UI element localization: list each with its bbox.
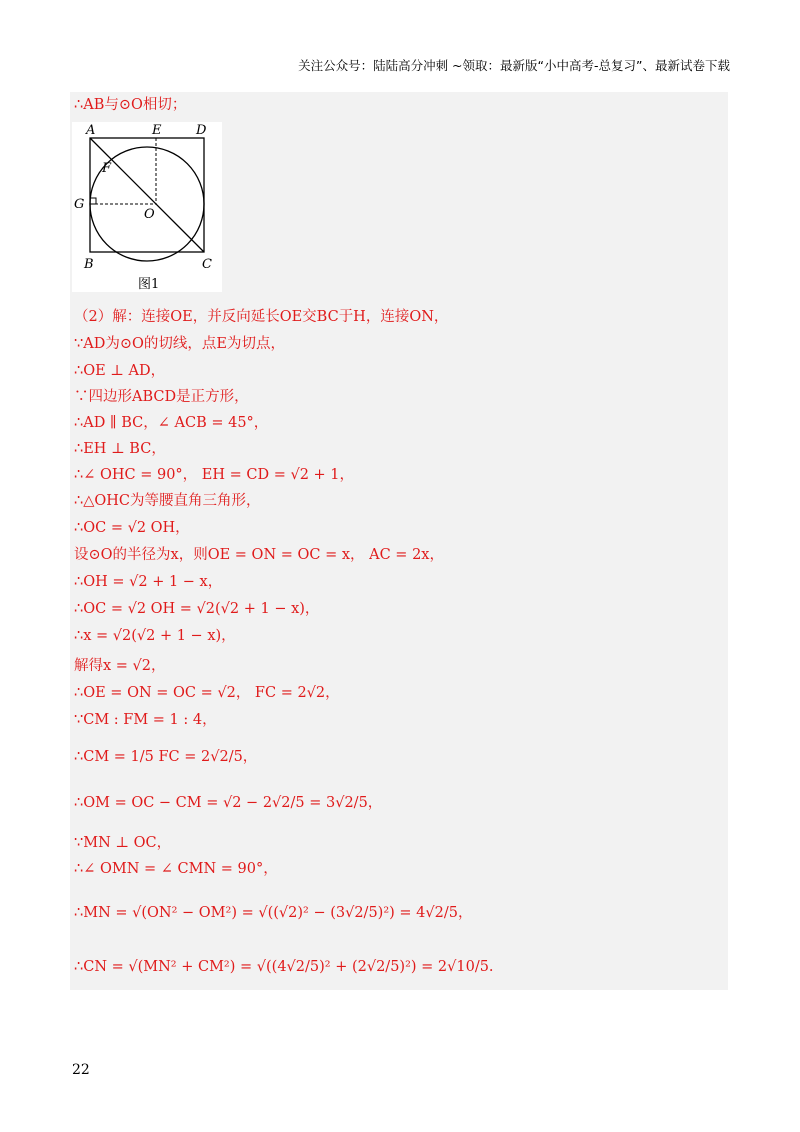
line-9: ∴△OHC为等腰直角三角形，: [74, 493, 261, 509]
line-14: ∴x = √2(√2 + 1 − x)，: [74, 628, 236, 644]
right-angle-mark: [90, 198, 96, 204]
line-4: ∴OE ⊥ AD，: [74, 363, 166, 379]
label-g: G: [74, 197, 85, 212]
line-8: ∴∠ OHC = 90°， EH = CD = √2 + 1，: [74, 467, 355, 483]
line-16: ∴OE = ON = OC = √2， FC = 2√2，: [74, 685, 340, 701]
label-b: B: [84, 257, 94, 272]
geometry-diagram: [72, 122, 222, 292]
label-f: F: [102, 161, 112, 176]
label-a: A: [86, 123, 96, 138]
label-d: D: [196, 123, 207, 138]
line-3: ∵AD为⊙O的切线，点E为切点，: [74, 336, 285, 352]
line-tangent: ∴AB与⊙O相切；: [74, 97, 187, 113]
line-11: 设⊙O的半径为x，则OE = ON = OC = x， AC = 2x，: [74, 547, 444, 563]
line-10: ∴OC = √2 OH，: [74, 520, 190, 536]
page-header: 关注公众号：陆陆高分冲刺 ~领取：最新版“小中高考-总复习”、最新试卷下载: [298, 58, 730, 73]
line-21: ∴∠ OMN = ∠ CMN = 90°，: [74, 861, 278, 877]
diagonal-ac: [90, 138, 204, 252]
line-2: （2）解：连接OE，并反向延长OE交BC于H，连接ON，: [74, 309, 449, 325]
line-20: ∵MN ⊥ OC，: [74, 835, 172, 851]
line-22: ∴MN = √(ON² − OM²) = √((√2)² − (3√2/5)²) = 4√2/5，: [74, 905, 473, 921]
line-13: ∴OC = √2 OH = √2(√2 + 1 − x)，: [74, 601, 320, 617]
line-17: ∵CM : FM = 1 : 4，: [74, 712, 217, 728]
label-c: C: [202, 257, 212, 272]
label-o: O: [144, 207, 155, 222]
line-5: ∵四边形ABCD是正方形，: [74, 389, 249, 405]
line-7: ∴EH ⊥ BC，: [74, 441, 166, 457]
line-15: 解得x = √2，: [74, 658, 166, 674]
label-e: E: [152, 123, 162, 138]
solution-block: [70, 92, 728, 990]
page-number: 22: [72, 1062, 90, 1078]
figure-caption: 图1: [138, 277, 160, 292]
line-12: ∴OH = √2 + 1 − x，: [74, 574, 223, 590]
line-23: ∴CN = √(MN² + CM²) = √((4√2/5)² + (2√2/5)²) = 2√10/5.: [74, 959, 494, 975]
line-6: ∴AD ∥ BC，∠ ACB = 45°，: [74, 415, 269, 431]
line-19: ∴OM = OC − CM = √2 − 2√2/5 = 3√2/5，: [74, 795, 383, 811]
figure-1: [72, 122, 222, 292]
line-18: ∴CM = 1/5 FC = 2√2/5，: [74, 749, 258, 765]
